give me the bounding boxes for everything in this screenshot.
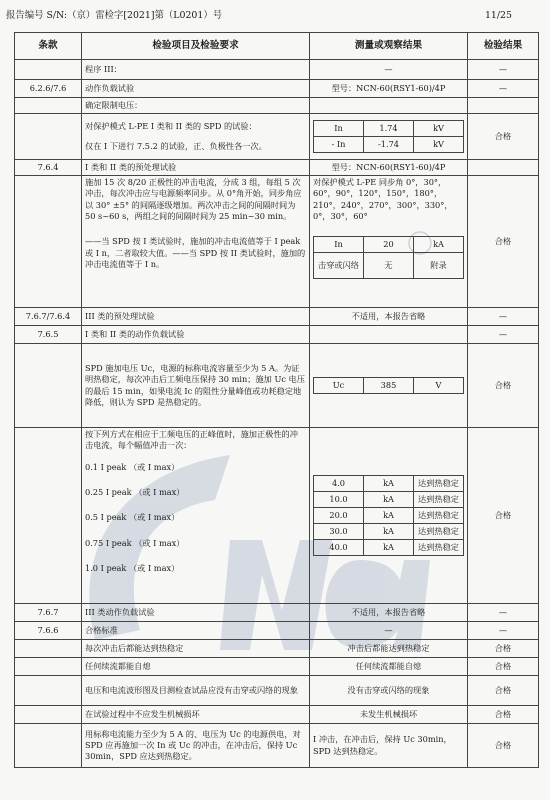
clause-cell: 7.6.4 (15, 160, 82, 176)
table-row (15, 706, 539, 724)
result-cell: — (468, 326, 539, 344)
table-header-row (15, 33, 539, 60)
table-row (15, 326, 539, 344)
col-clause-header: 条款 (15, 33, 82, 60)
table-row (15, 98, 539, 114)
requirement-cell: 确定限制电压： (82, 98, 310, 114)
result-cell: 合格 (468, 176, 539, 308)
result-cell: 合格 (468, 344, 539, 428)
requirement-cell: 用标称电流能力至少为 5 A 的、电压为 Uc 的电源供电，对 SPD 应再施加一次 In 或 Uc 的冲击，在冲击后，保持 Uc 30min，SPD 应达到热稳定。 (82, 724, 310, 768)
observation-cell: 型号：NCN-60(RSY1-60)/4P (310, 160, 468, 176)
uc-table: Uc 385 V (313, 377, 464, 394)
table-row (15, 622, 539, 640)
table-row (15, 724, 539, 768)
observation-cell (310, 114, 468, 160)
list-item: 0.5 I peak （或 I max） (85, 512, 180, 523)
result-cell: 合格 (468, 428, 539, 604)
observation-cell: 对保护模式 L-PE 同步角 0°，30°，60°，90°，120°，150°，180°，210°，240°，270°，300°，330°，0°，30°，60° In 20 kA 击穿或闪络 无 附录 (310, 176, 468, 308)
table-row (15, 658, 539, 676)
result-cell: — (468, 308, 539, 326)
table-row (15, 676, 539, 706)
table-row (15, 604, 539, 622)
result-cell: 合格 (468, 658, 539, 676)
observation-cell: 冲击后都能达到热稳定 (310, 640, 468, 658)
result-cell: 合格 (468, 676, 539, 706)
observation-cell: 不适用，本报告省略 (310, 308, 468, 326)
list-item: 1.0 I peak （或 I max） (85, 562, 180, 573)
requirement-cell: 对保护模式 L-PE I 类和 II 类的 SPD 的试验： 仅在 I 下进行 7.5.2 的试验，正、负极性各一次。 (82, 114, 310, 160)
col-result-header: 检验结果 (468, 33, 539, 60)
requirement-cell: I 类和 II 类的动作负载试验 (82, 326, 310, 344)
requirement-cell: 电压和电流波形图及目测检查试品应没有击穿或闪络的现象 (82, 676, 310, 706)
observation-cell: 不适用，本报告省略 (310, 604, 468, 622)
observation-cell: — (310, 60, 468, 80)
observation-cell (310, 428, 468, 604)
requirement-cell: 每次冲击后都能达到热稳定 (82, 640, 310, 658)
list-item: 0.25 I peak （或 I max） (85, 486, 185, 497)
clause-cell: 7.6.7/7.6.4 (15, 308, 82, 326)
result-cell: — (468, 604, 539, 622)
observation-cell: 未发生机械损坏 (310, 706, 468, 724)
result-cell: — (468, 622, 539, 640)
limit-voltage-table: In 1.74 kV - In -1.74 kV (313, 120, 464, 153)
observation-cell: 没有击穿或闪络的现象 (310, 676, 468, 706)
table-row (15, 344, 539, 428)
requirement-cell: 合格标准 (82, 622, 310, 640)
result-cell: — (468, 80, 539, 98)
result-cell: 合格 (468, 640, 539, 658)
inspection-table (14, 32, 539, 768)
table-row (15, 114, 539, 160)
result-cell: 合格 (468, 114, 539, 160)
requirement-cell: 程序 III： (82, 60, 310, 80)
col-requirement-header: 检验项目及检验要求 (82, 33, 310, 60)
preconditioning-table: In 20 kA 击穿或闪络 无 附录 (313, 236, 464, 279)
table-row (15, 60, 539, 80)
requirement-cell: I 类和 II 类的预处理试验 (82, 160, 310, 176)
list-item: 0.1 I peak （或 I max） (85, 461, 180, 472)
requirement-cell: III 类的预处理试验 (82, 308, 310, 326)
table-row (15, 80, 539, 98)
observation-cell: I 冲击，在冲击后，保持 Uc 30min，SPD 达到热稳定。 (310, 724, 468, 768)
clause-cell: 7.6.7 (15, 604, 82, 622)
table-row (15, 176, 539, 308)
page-number: 11/25 (484, 10, 512, 21)
requirement-cell: III 类动作负载试验 (82, 604, 310, 622)
table-row (15, 308, 539, 326)
result-cell: 合格 (468, 724, 539, 768)
col-observation-header: 测量或观察结果 (310, 33, 468, 60)
observation-cell: 型号：NCN-60(RSY1-60)/4P (310, 80, 468, 98)
requirement-cell: 动作负载试验 (82, 80, 310, 98)
table-row (15, 428, 539, 604)
table-row (15, 160, 539, 176)
observation-cell: — (310, 622, 468, 640)
clause-cell: 7.6.6 (15, 622, 82, 640)
table-row (15, 640, 539, 658)
requirement-cell: 按下列方式在相应于工频电压的正峰值时，施加正极性的冲击电流，每个幅值冲击一次： 0.1 I peak （或 I max） 0.25 I peak （或 I max） 0.5 I peak （或 I max） 0.75 I peak （或 I max） 1.0 I peak （或 I max） (82, 428, 310, 604)
observation-cell: 任何续流都能自熄 (310, 658, 468, 676)
requirement-cell: 在试验过程中不应发生机械损坏 (82, 706, 310, 724)
requirement-cell: SPD 施加电压 Uc，电源的标称电流容量至少为 5 A。为证明热稳定，每次冲击后工频电压保持 30 min；施加 Uc 电压的最后 15 min，如果电流 Ic 的阻性分量峰值或功耗稳定地降低，则认为 SPD 是热稳定的。 (82, 344, 310, 428)
clause-cell: 7.6.5 (15, 326, 82, 344)
list-item: 0.75 I peak （或 I max） (85, 537, 185, 548)
report-number: 报告编号 S/N:（京）雷检字[2021]第（L0201）号 (6, 10, 223, 21)
result-cell: 合格 (468, 706, 539, 724)
clause-cell: 6.2.6/7.6 (15, 80, 82, 98)
observation-cell (310, 344, 468, 428)
impulse-results-table: 4.0 kA 达到热稳定 10.0 kA 达到热稳定 20.0 kA 达到热稳定 30.0 kA 达到热稳定 40.0 kA 达到热稳定 (313, 475, 464, 556)
page-header (6, 10, 540, 24)
requirement-cell: 任何续流都能自熄 (82, 658, 310, 676)
requirement-cell: 施加 15 次 8/20 正极性的冲击电流，分成 3 组，每组 5 次冲击，每次冲击应与电源频率同步。从 0°角开始，同步角应以 30° ±5° 的间隔逐级增加。两次冲击之间的间隔时间为 50 s~60 s，两组之间的间隔时间为 25 min~30 min。 ——当 SPD 按 I 类试验时，施加的冲击电流值等于 I peak 或 I n，二者取较大值。——当 SPD 按 II 类试验时，施加的冲击电流值等于 I n。 (82, 176, 310, 308)
result-cell: — (468, 60, 539, 80)
